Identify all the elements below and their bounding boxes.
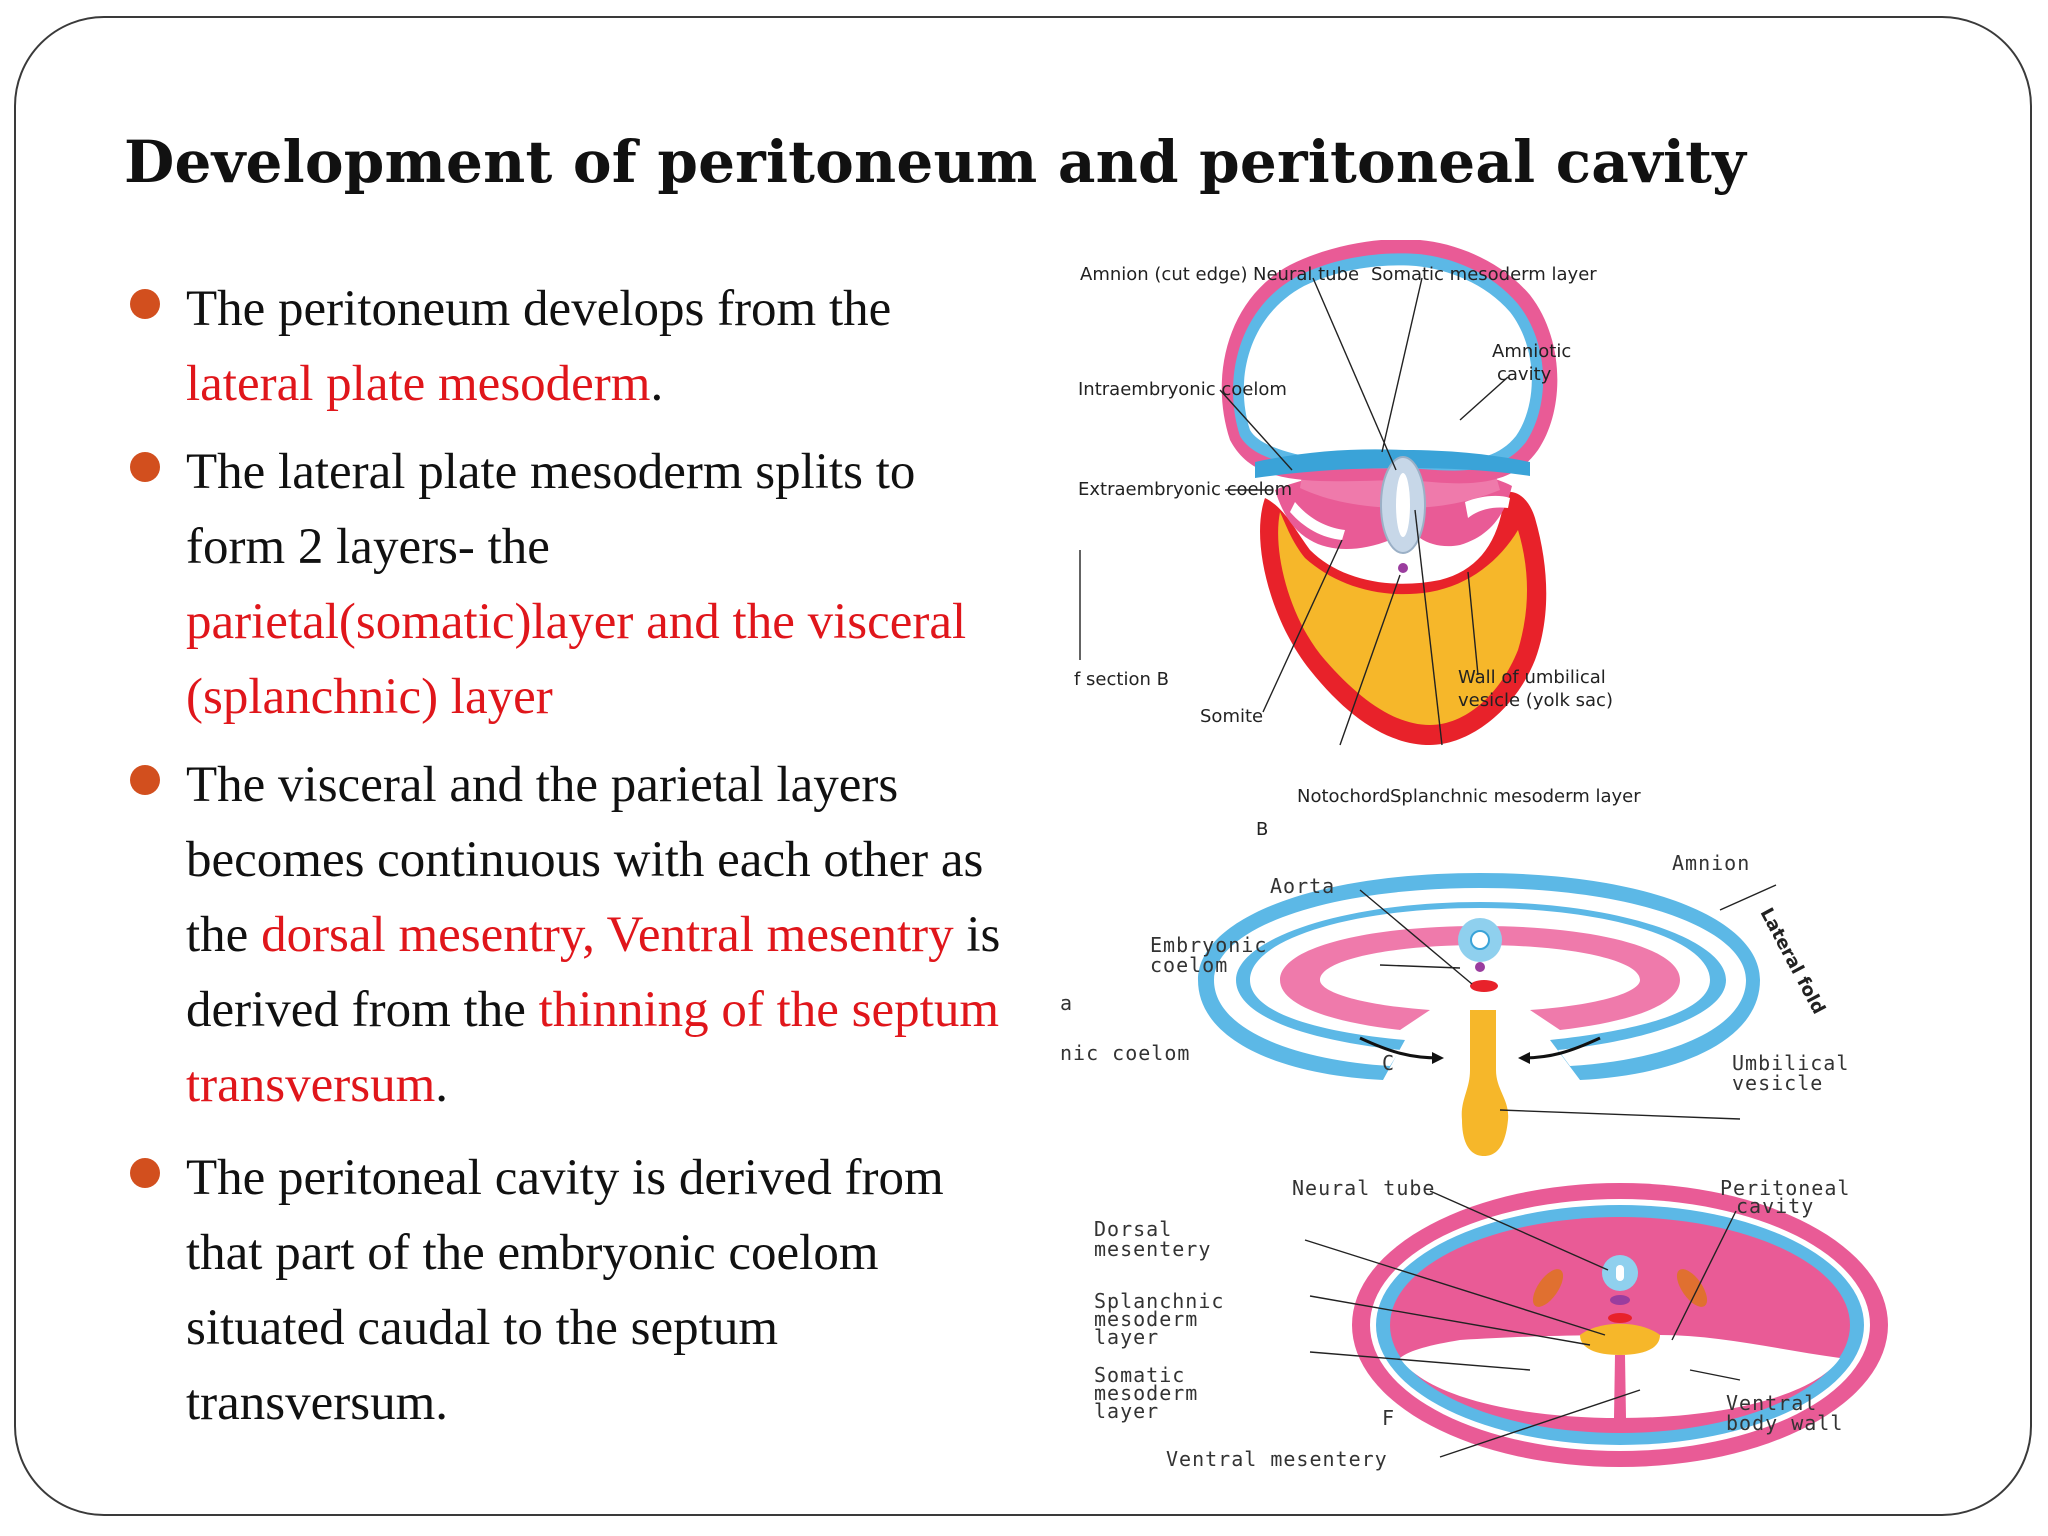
bullet-list [130,272,1010,1454]
label-amniotic-cavity-2: cavity [1497,364,1552,385]
notochord-f [1610,1295,1630,1305]
notochord-c [1475,962,1485,972]
label-splanchnic-2: mesoderm [1094,1307,1199,1331]
bullet-text-segment: . [435,1057,449,1113]
bullet-text-segment: The lateral plate mesoderm splits to form 2 layers- the [186,444,916,575]
bullet-text [186,281,891,412]
bullet-text-segment: The visceral and the parietal layers becomes continuous with each other as the [186,757,984,963]
label-amniotic-cavity-1: Amniotic [1492,341,1572,362]
highlighted-term: dorsal mesentry, Ventral mesentry [261,907,954,963]
bullet-dot-icon [130,765,160,795]
label-neural-tube-f: Neural tube [1292,1176,1436,1200]
label-notochord: Notochord [1297,786,1391,807]
label-peritoneal-cavity-2: cavity [1736,1194,1815,1218]
label-amnion-cut-edge: Amnion (cut edge) [1080,264,1248,285]
bullet-dot-icon [130,289,160,319]
bullet-text [186,1150,944,1431]
bullet-text-segment: The peritoneal cavity is derived from that part of the embryonic coelom situated caudal to the septum transversum. [186,1150,944,1431]
embryo-diagrams-svg [1060,240,1920,1480]
label-neural-tube-b: Neural tube [1253,264,1360,285]
neural-canal-f [1616,1265,1624,1281]
label-amnion-c: Amnion [1672,851,1751,875]
slide-title: Development of peritoneum and peritoneal cavity [124,128,1747,196]
label-wall-umbilical-1: Wall of umbilical [1458,667,1606,688]
bullet-item [130,435,1010,735]
label-letter-c: C [1382,1051,1396,1075]
label-peritoneal-cavity-1: Peritoneal [1720,1176,1851,1200]
label-wall-umbilical-2: vesicle (yolk sac) [1458,690,1613,711]
bullet-dot-icon [130,1158,160,1188]
bullet-text [186,444,966,725]
highlighted-term: lateral plate mesoderm [186,356,651,412]
diagram-f [1094,1176,1888,1471]
notochord [1398,563,1408,573]
label-letter-b: B [1256,819,1269,840]
aorta-c [1470,980,1498,992]
label-dorsal-mesentery-1: Dorsal [1094,1217,1173,1241]
highlighted-term: thinning of the septum transversum [186,982,999,1113]
label-splanchnic-3: layer [1094,1325,1160,1349]
label-splanchnic-mesoderm-b: Splanchnic mesoderm layer [1390,786,1641,807]
bullet-text [186,757,1000,1113]
label-dorsal-mesentery-2: mesentery [1094,1237,1212,1261]
bullet-item [130,1141,1010,1441]
diagram-c [1060,851,1849,1156]
label-somatic-mesoderm-b: Somatic mesoderm layer [1371,264,1597,285]
label-ventral-mesentery: Ventral mesentery [1166,1447,1388,1471]
aorta-f [1608,1313,1632,1323]
label-splanchnic-1: Splanchnic [1094,1289,1225,1313]
label-somite: Somite [1200,706,1264,727]
label-extraembryonic-coelom: Extraembryonic coelom [1078,479,1293,500]
umbilical-vesicle-c [1462,1010,1508,1156]
bullet-item [130,748,1010,1123]
label-lateral-fold: Lateral fold [1755,904,1830,1018]
label-embryonic-coelom-1: Embryonic [1150,933,1268,957]
bullet-item [130,272,1010,422]
label-embryonic-coelom-2: coelom [1150,953,1229,977]
label-section-b: f section B [1074,669,1169,690]
label-ventral-body-wall-2: body wall [1726,1411,1844,1435]
label-umbilical-vesicle-1: Umbilical [1732,1051,1850,1075]
bullet-text-segment: . [650,356,664,412]
ventral-mesentery-f [1614,1355,1626,1418]
highlighted-term: parietal(somatic)layer and the visceral (splanchnic) layer [186,594,967,725]
label-ventral-body-wall-1: Ventral [1726,1391,1818,1415]
embryo-figure [1060,240,1920,1480]
label-somatic-1: Somatic [1094,1363,1186,1387]
label-somatic-3: layer [1094,1399,1160,1423]
label-intraembryonic-coelom: Intraembryonic coelom [1078,379,1287,400]
bullet-text-segment: is derived from the [186,907,1001,1038]
bullet-text-segment: The peritoneum develops from the [186,281,892,337]
neural-canal [1396,473,1410,537]
bullet-dot-icon [130,452,160,482]
label-cut-edge-1: a [1060,991,1074,1015]
label-cut-edge-2: nic coelom [1060,1041,1191,1065]
neural-canal-c [1471,931,1489,949]
label-somatic-2: mesoderm [1094,1381,1199,1405]
label-umbilical-vesicle-2: vesicle [1732,1071,1824,1095]
diagram-b [1074,240,1641,840]
label-letter-f: F [1382,1406,1396,1430]
label-aorta: Aorta [1270,874,1336,898]
